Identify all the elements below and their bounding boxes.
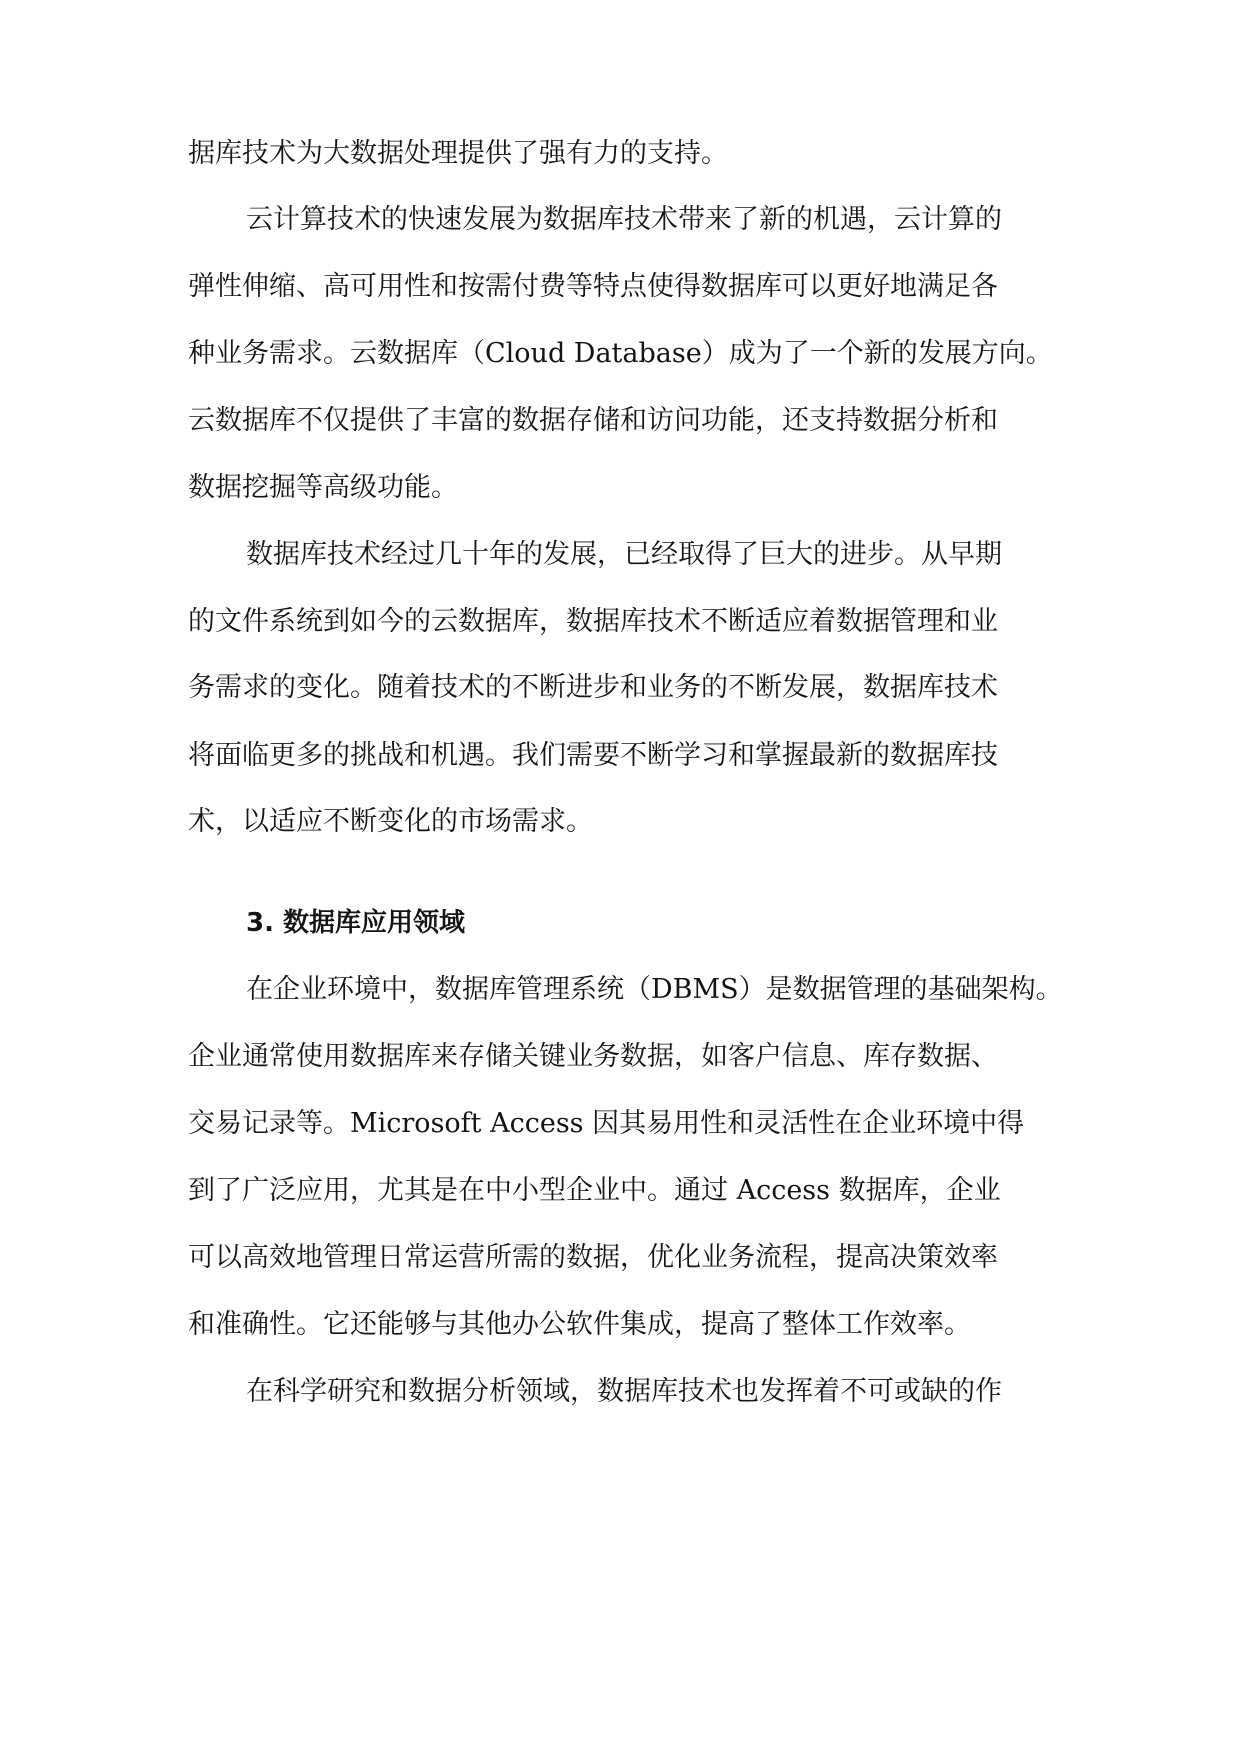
paragraph-line: 和准确性。它还能够与其他办公软件集成，提高了整体工作效率。	[188, 1309, 971, 1340]
paragraph-line: 将面临更多的挑战和机遇。我们需要不断学习和掌握最新的数据库技	[188, 740, 998, 771]
paragraph-line: 数据挖掘等高级功能。	[188, 472, 458, 503]
paragraph-line: 企业通常使用数据库来存储关键业务数据，如客户信息、库存数据、	[188, 1041, 998, 1072]
paragraph-line: 可以高效地管理日常运营所需的数据，优化业务流程，提高决策效率	[188, 1242, 998, 1273]
paragraph-line: 务需求的变化。随着技术的不断进步和业务的不断发展，数据库技术	[188, 672, 998, 703]
paragraph-line: 数据库技术经过几十年的发展，已经取得了巨大的进步。从早期	[246, 539, 1002, 570]
paragraph-line: 的文件系统到如今的云数据库，数据库技术不断适应着数据管理和业	[188, 606, 998, 637]
paragraph-line: 交易记录等。Microsoft Access 因其易用性和灵活性在企业环境中得	[188, 1108, 1025, 1139]
section-heading: 3. 数据库应用领域	[246, 908, 466, 938]
paragraph-line: 种业务需求。云数据库（Cloud Database）成为了一个新的发展方向。	[188, 338, 1053, 369]
paragraph-line: 云计算技术的快速发展为数据库技术带来了新的机遇，云计算的	[246, 204, 1002, 235]
paragraph-line: 术，以适应不断变化的市场需求。	[188, 806, 593, 837]
paragraph-line: 据库技术为大数据处理提供了强有力的支持。	[188, 138, 728, 169]
paragraph-line: 云数据库不仅提供了丰富的数据存储和访问功能，还支持数据分析和	[188, 405, 998, 436]
paragraph-line: 弹性伸缩、高可用性和按需付费等特点使得数据库可以更好地满足各	[188, 271, 998, 302]
paragraph-line: 在科学研究和数据分析领域，数据库技术也发挥着不可或缺的作	[246, 1376, 1002, 1407]
paragraph-line: 到了广泛应用，尤其是在中小型企业中。通过 Access 数据库，企业	[188, 1175, 1001, 1206]
paragraph-line: 在企业环境中，数据库管理系统（DBMS）是数据管理的基础架构。	[246, 974, 1063, 1005]
